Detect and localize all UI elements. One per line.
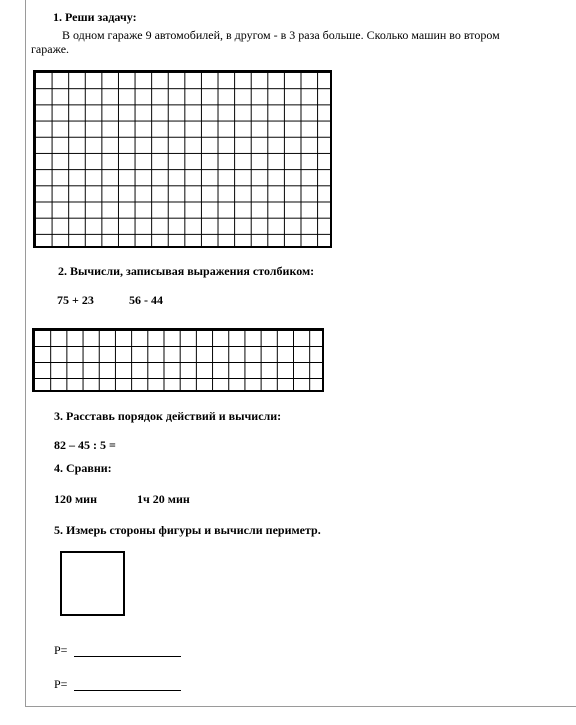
task4-title: 4. Сравни: bbox=[54, 461, 112, 475]
worksheet-page bbox=[25, 0, 576, 707]
task1-title: 1. Реши задачу: bbox=[53, 10, 137, 24]
perimeter-answer-line-1 bbox=[74, 656, 181, 657]
perimeter-label-2: Р= bbox=[54, 677, 68, 691]
perimeter-answer-line-2 bbox=[74, 690, 181, 691]
task1-answer-grid bbox=[33, 70, 332, 248]
task4-right-value: 1ч 20 мин bbox=[137, 492, 190, 506]
task3-expression: 82 – 45 : 5 = bbox=[54, 438, 116, 452]
task1-text-line2: гараже. bbox=[31, 42, 70, 56]
task2-expression-2: 56 - 44 bbox=[129, 293, 163, 307]
task4-left-value: 120 мин bbox=[54, 492, 98, 506]
task2-title: 2. Вычисли, записывая выражения столбиком: bbox=[58, 264, 315, 278]
task1-text-line1: В одном гараже 9 автомобилей, в другом - в 3 раза больше. Сколько машин во втором bbox=[62, 28, 500, 42]
task5-title: 5. Измерь стороны фигуры и вычисли периметр. bbox=[54, 523, 321, 537]
square-figure bbox=[60, 551, 125, 616]
task2-answer-grid bbox=[32, 328, 324, 392]
perimeter-label-1: Р= bbox=[54, 643, 68, 657]
task2-expression-1: 75 + 23 bbox=[57, 293, 94, 307]
task3-title: 3. Расставь порядок действий и вычисли: bbox=[54, 409, 282, 423]
